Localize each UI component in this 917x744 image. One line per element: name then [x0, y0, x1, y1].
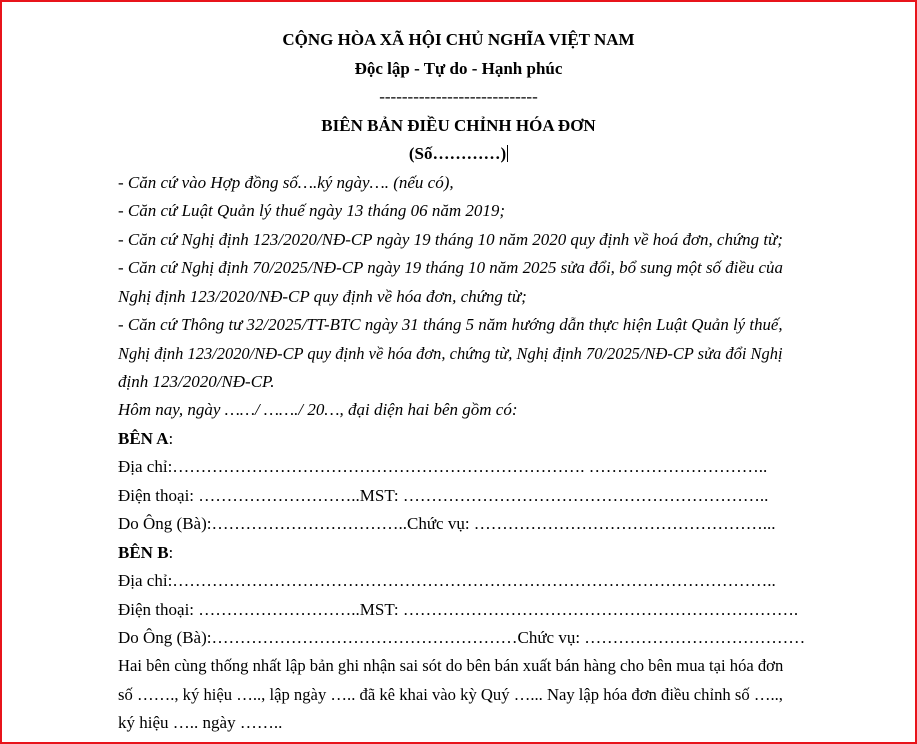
party-b-address: Địa chỉ:…………………………………………………………………………………………….. — [118, 571, 776, 590]
party-a-address: Địa chỉ:………………………………………………………………. ………………………….. — [118, 457, 768, 476]
party-b-phone-mst: Điện thoại: ………………………..MST: ……………………………………………………………. — [118, 600, 799, 619]
legal-basis-line: Nghị định 123/2020/NĐ-CP quy định về hóa đơn, chứng từ; — [118, 287, 527, 306]
party-a-phone-mst: Điện thoại: ………………………..MST: ……………………………………………………….. — [118, 486, 769, 505]
party-b-representative: Do Ông (Bà):………………………………………………Chức vụ: ………………………………… — [118, 628, 806, 647]
party-b-colon: : — [168, 543, 174, 562]
document-number[interactable] — [0, 144, 917, 164]
motto: Độc lập - Tự do - Hạnh phúc — [354, 59, 563, 78]
party-b-label: BÊN B — [118, 543, 169, 562]
legal-basis-line: - Căn cứ Luật Quản lý thuế ngày 13 tháng 06 năm 2019; — [118, 201, 506, 220]
document-number-text: (Số…………) — [408, 144, 507, 163]
legal-basis-line: Nghị định 123/2020/NĐ-CP quy định về hóa đơn, chứng từ, Nghị định 70/2025/NĐ-CP sửa đổi Nghị — [118, 344, 783, 363]
agreement-line: số ……., ký hiệu ….., lập ngày ….. đã kê khai vào kỳ Quý …... Nay lập hóa đơn điều chỉnh số ….., — [118, 685, 783, 704]
date-line: Hôm nay, ngày ……/ ……./ 20…, đại diện hai bên gồm có: — [118, 400, 518, 419]
legal-basis-line: định 123/2020/NĐ-CP. — [118, 372, 275, 391]
nation-heading: CỘNG HÒA XÃ HỘI CHỦ NGHĨA VIỆT NAM — [282, 30, 635, 49]
text-cursor — [507, 145, 508, 162]
legal-basis-line: - Căn cứ Nghị định 70/2025/NĐ-CP ngày 19 tháng 10 năm 2025 sửa đổi, bổ sung một số điều của — [118, 258, 783, 277]
party-a-colon: : — [168, 429, 174, 448]
document-title: BIÊN BẢN ĐIỀU CHỈNH HÓA ĐƠN — [321, 116, 596, 135]
party-b-heading — [118, 543, 173, 563]
agreement-line: Hai bên cùng thống nhất lập bản ghi nhận sai sót do bên bán xuất bán hàng cho bên mua tại hóa đơn — [118, 656, 784, 675]
legal-basis-line: - Căn cứ Nghị định 123/2020/NĐ-CP ngày 19 tháng 10 năm 2020 quy định về hoá đơn, chứng từ; — [118, 230, 783, 249]
legal-basis-line: - Căn cứ vào Hợp đồng số….ký ngày…. (nếu có), — [118, 173, 454, 192]
party-a-heading — [118, 429, 173, 449]
agreement-line: ký hiệu ….. ngày …….. — [118, 713, 283, 732]
legal-basis-line: - Căn cứ Thông tư 32/2025/TT-BTC ngày 31 tháng 5 năm hướng dẫn thực hiện Luật Quản lý thuế, — [118, 315, 783, 334]
party-a-representative: Do Ông (Bà):……………………………..Chức vụ: ……………………………………………... — [118, 514, 776, 533]
party-a-label: BÊN A — [118, 429, 169, 448]
divider: ---------------------------- — [379, 87, 538, 106]
